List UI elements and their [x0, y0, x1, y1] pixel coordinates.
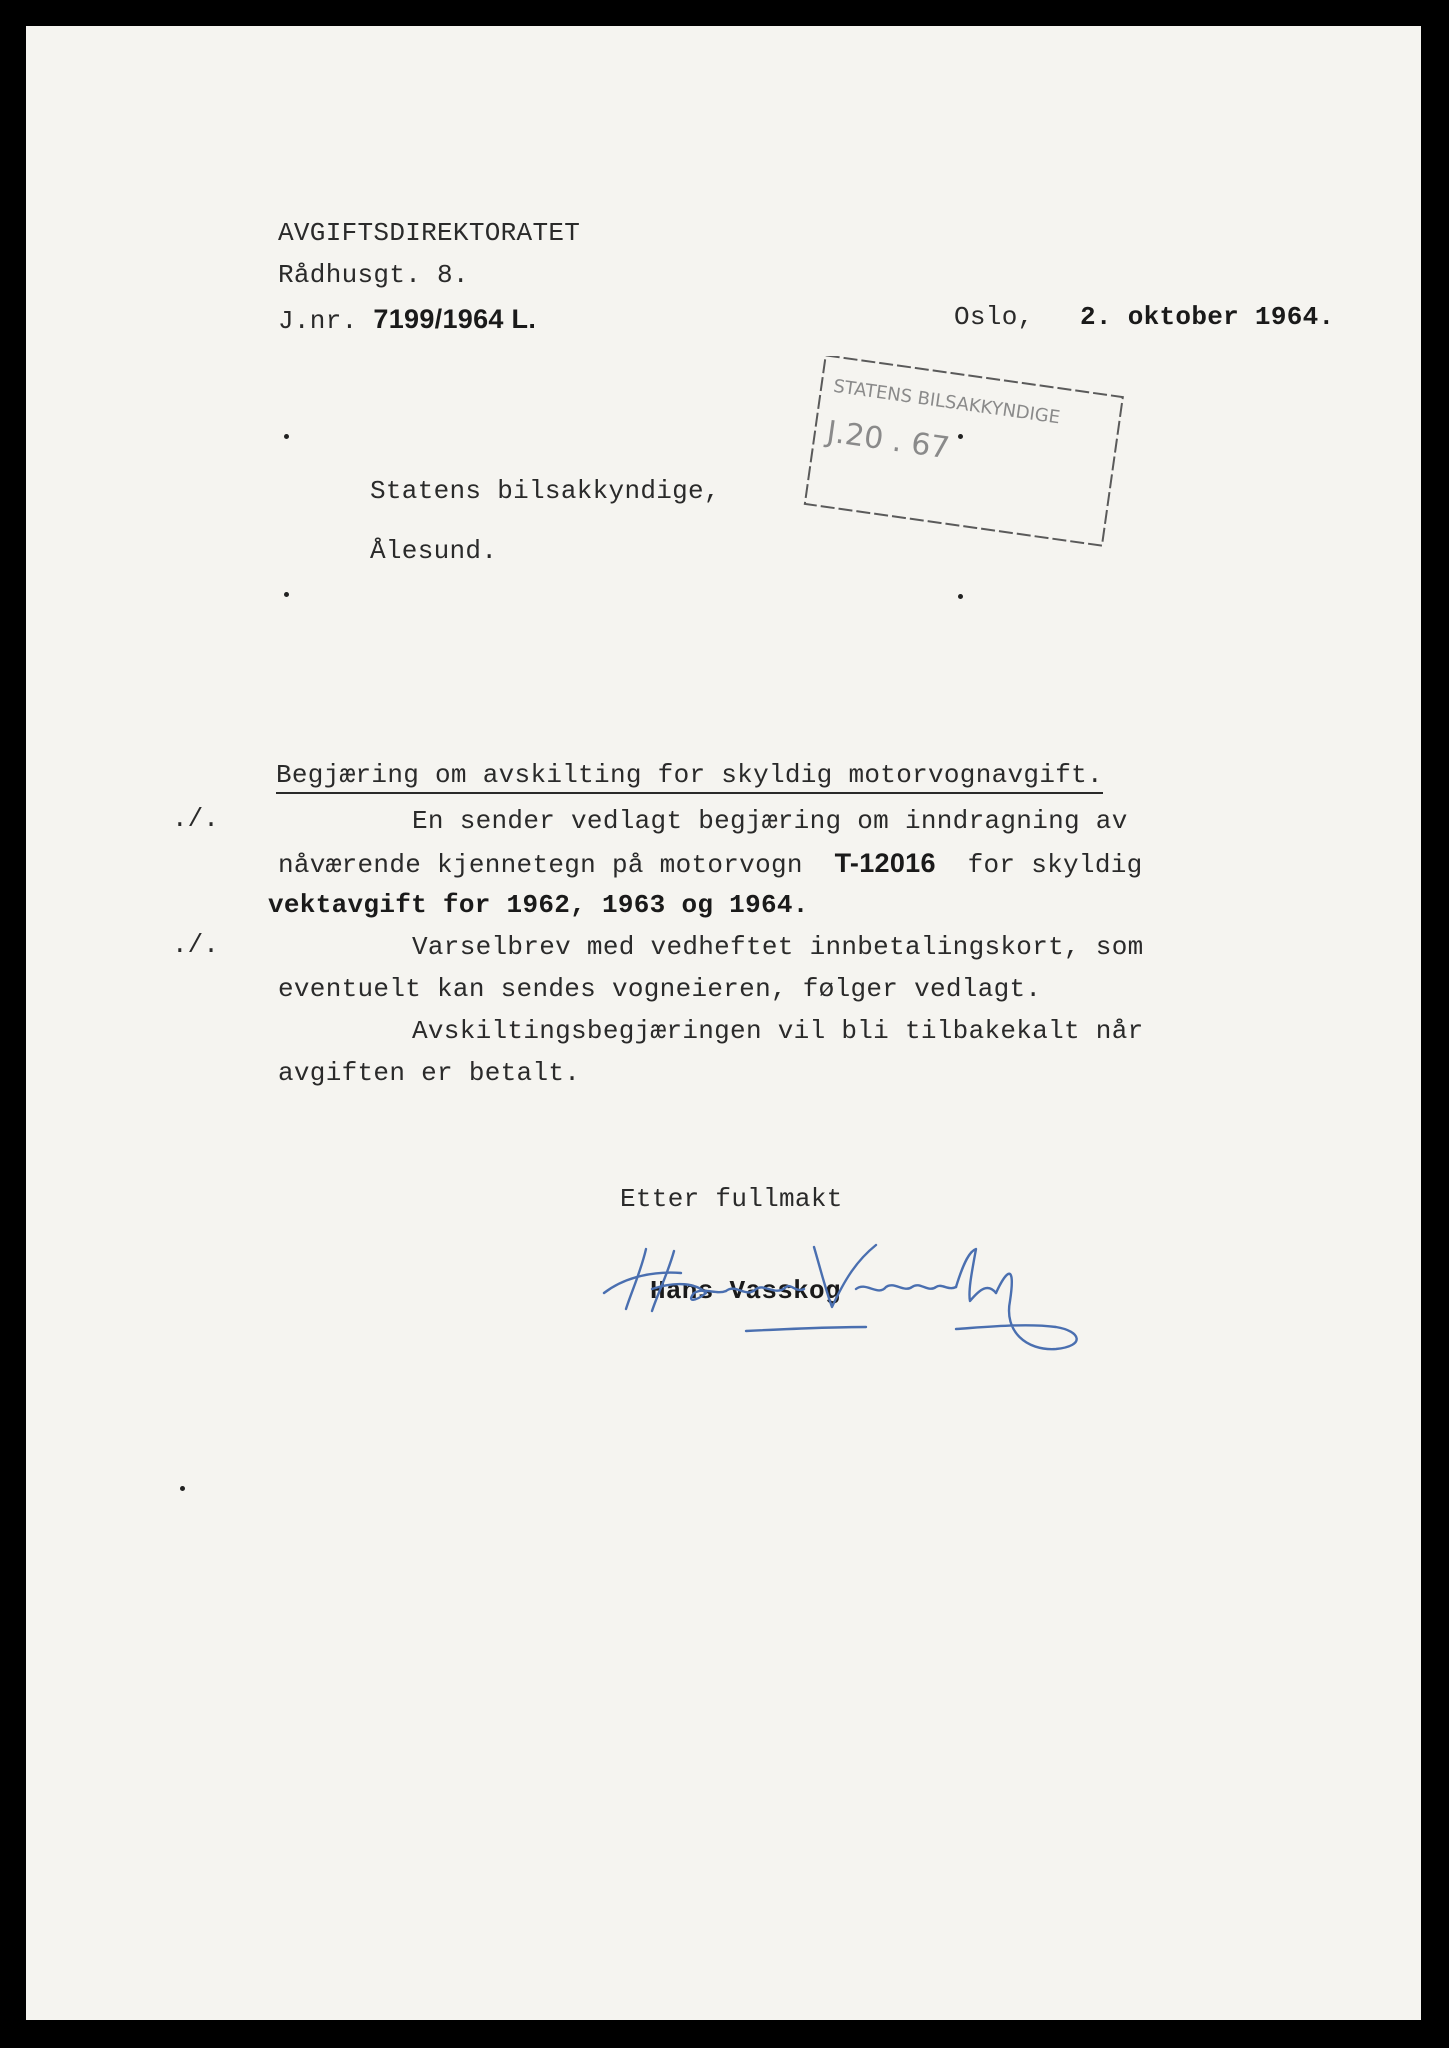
enclosure-mark-2: ./. — [172, 930, 219, 960]
body-p1-line-3: vektavgift for 1962, 1963 og 1964. — [268, 890, 809, 920]
letter-place: Oslo, — [954, 302, 1034, 332]
handwritten-signature — [586, 1231, 1086, 1371]
stamp-text-top: STATENS BILSAKKYNDIGE — [832, 375, 1062, 429]
received-stamp — [801, 356, 1131, 586]
address-corner-dot — [958, 434, 963, 439]
stamp-text-bottom: J.20 . 67 — [824, 414, 952, 467]
address-corner-dot — [284, 434, 289, 439]
body-p3-line-1: Avskiltingsbegjæringen vil bli tilbakekalt når — [412, 1016, 1144, 1046]
journal-number-value: 7199/1964 L. — [373, 304, 537, 334]
body-p1-line-2-a: nåværende kjennetegn på motorvogn — [278, 850, 803, 880]
signatory-name: Hans Vasskog — [650, 1276, 841, 1306]
address-corner-dot — [284, 592, 289, 597]
sender-name: AVGIFTSDIREKTORATET — [278, 218, 581, 248]
recipient-line-2: Ålesund. — [370, 536, 498, 566]
journal-number-label: J.nr. — [278, 306, 358, 336]
body-p1-line-1: En sender vedlagt begjæring om inndragning av — [412, 806, 1128, 836]
fold-mark-dot — [180, 1486, 185, 1491]
enclosure-mark-1: ./. — [172, 804, 219, 834]
body-p2-line-1: Varselbrev med vedheftet innbetalingskort, som — [412, 932, 1144, 962]
journal-number — [278, 304, 536, 336]
letter-date: 2. oktober 1964. — [1080, 302, 1335, 332]
subject-line — [276, 760, 1103, 790]
registration-number: T-12016 — [834, 848, 936, 878]
subject-text: Begjæring om avskilting for skyldig motorvognavgift. — [276, 760, 1103, 794]
letter-page — [26, 26, 1421, 2020]
address-corner-dot — [958, 594, 963, 599]
recipient-line-1: Statens bilsakkyndige, — [370, 476, 720, 506]
body-p2-line-2: eventuelt kan sendes vogneieren, følger vedlagt. — [278, 974, 1042, 1004]
body-p1-line-2 — [278, 848, 1143, 880]
body-p1-line-2-b: for skyldig — [967, 850, 1143, 880]
sender-address: Rådhusgt. 8. — [278, 260, 469, 290]
closing-authority: Etter fullmakt — [620, 1184, 843, 1214]
body-p3-line-2: avgiften er betalt. — [278, 1058, 581, 1088]
